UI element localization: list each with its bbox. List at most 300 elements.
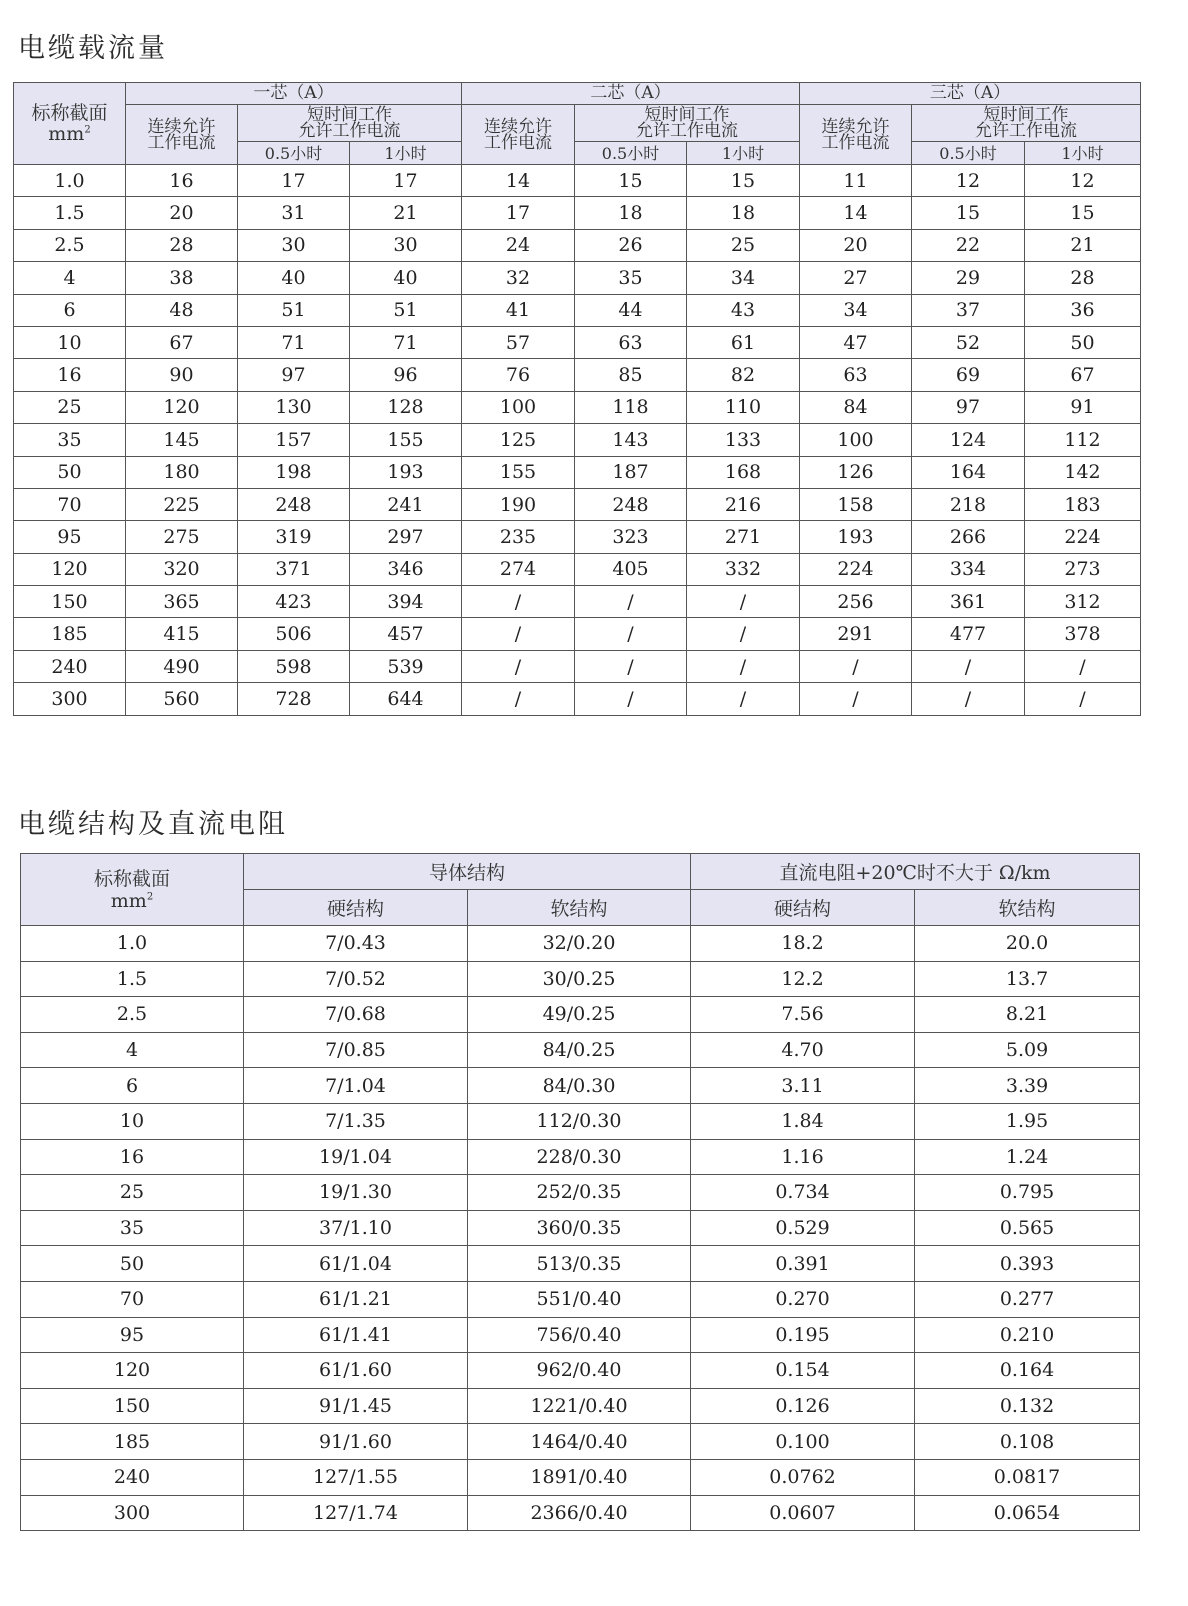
table-cell: 0.0817 [915, 1459, 1140, 1495]
size-cell: 4 [14, 262, 126, 294]
table-row [21, 1459, 1140, 1495]
table-cell: / [912, 683, 1025, 715]
table-cell: 394 [350, 586, 462, 618]
table-cell: / [687, 618, 800, 650]
size-cell: 50 [14, 456, 126, 488]
table-cell: 346 [350, 553, 462, 585]
table-cell: 274 [462, 553, 575, 585]
table-cell: 962/0.40 [468, 1353, 691, 1389]
size-cell: 300 [14, 683, 126, 715]
table-cell: 728 [238, 683, 350, 715]
table-cell: 158 [800, 488, 912, 520]
table-cell: 252/0.35 [468, 1175, 691, 1211]
ampacity-table-body [14, 165, 1141, 716]
table-cell: 112 [1025, 424, 1141, 456]
table-cell: 19/1.30 [244, 1175, 468, 1211]
size-cell: 70 [21, 1281, 244, 1317]
table-cell: / [1025, 683, 1141, 715]
table-row [14, 586, 1141, 618]
half-hour-header: 0.5小时 [575, 142, 687, 165]
table-cell: 193 [350, 456, 462, 488]
table-cell: 21 [1025, 229, 1141, 261]
table-cell: 28 [126, 229, 238, 261]
one-hour-header: 1小时 [1025, 142, 1141, 165]
table-cell: 61/1.60 [244, 1353, 468, 1389]
table-cell: 43 [687, 294, 800, 326]
table-cell: 235 [462, 521, 575, 553]
table-cell: 320 [126, 553, 238, 585]
table-cell: 7/1.04 [244, 1068, 468, 1104]
table-cell: 371 [238, 553, 350, 585]
table-cell: 312 [1025, 586, 1141, 618]
conductor-hard-header: 硬结构 [244, 890, 468, 926]
two-core-header: 二芯（A） [462, 83, 800, 105]
table-row [21, 1068, 1140, 1104]
table-cell: 84/0.25 [468, 1032, 691, 1068]
table-cell: 29 [912, 262, 1025, 294]
table-row [14, 456, 1141, 488]
table-cell: 25 [687, 229, 800, 261]
table-cell: 187 [575, 456, 687, 488]
table-cell: 14 [462, 165, 575, 197]
ampacity-table [13, 82, 1141, 716]
table-cell: 100 [462, 391, 575, 423]
table-cell: 0.100 [691, 1424, 915, 1460]
table-cell: 125 [462, 424, 575, 456]
size-header [21, 854, 244, 926]
table-cell: 7/0.43 [244, 926, 468, 962]
table-row [14, 326, 1141, 358]
table-cell: 218 [912, 488, 1025, 520]
table-row [21, 1175, 1140, 1211]
table-cell: 41 [462, 294, 575, 326]
one-hour-header: 1小时 [687, 142, 800, 165]
table-cell: 17 [462, 197, 575, 229]
short-time-current-header: 短时间工作 允许工作电流 [575, 105, 800, 142]
table-cell: 69 [912, 359, 1025, 391]
table-cell: 26 [575, 229, 687, 261]
table-row [14, 488, 1141, 520]
table-cell: 193 [800, 521, 912, 553]
table-row [14, 229, 1141, 261]
table-row [21, 1139, 1140, 1175]
table-row [14, 359, 1141, 391]
table-cell: 0.210 [915, 1317, 1140, 1353]
table-cell: 145 [126, 424, 238, 456]
continuous-current-header: 连续允许 工作电流 [126, 105, 238, 165]
resistance-hard-header: 硬结构 [691, 890, 915, 926]
table-cell: 297 [350, 521, 462, 553]
table-cell: 0.393 [915, 1246, 1140, 1282]
table-row [14, 521, 1141, 553]
table-cell: 224 [800, 553, 912, 585]
ampacity-section-title: 电缆载流量 [18, 33, 168, 64]
size-cell: 35 [14, 424, 126, 456]
table-cell: 0.132 [915, 1388, 1140, 1424]
table-cell: 0.195 [691, 1317, 915, 1353]
size-cell: 95 [21, 1317, 244, 1353]
table-row [21, 997, 1140, 1033]
table-cell: 0.270 [691, 1281, 915, 1317]
table-cell: 133 [687, 424, 800, 456]
table-cell: / [462, 650, 575, 682]
table-cell: 31 [238, 197, 350, 229]
size-cell: 150 [21, 1388, 244, 1424]
table-cell: 63 [800, 359, 912, 391]
table-cell: / [575, 683, 687, 715]
table-cell: 91/1.60 [244, 1424, 468, 1460]
table-cell: 332 [687, 553, 800, 585]
table-cell: 7/0.85 [244, 1032, 468, 1068]
table-row [21, 1246, 1140, 1282]
table-row [14, 262, 1141, 294]
table-cell: / [800, 683, 912, 715]
dc-resistance-header: 直流电阻+20℃时不大于 Ω/km [691, 854, 1140, 890]
table-cell: 50 [1025, 326, 1141, 358]
table-cell: 85 [575, 359, 687, 391]
table-cell: 15 [912, 197, 1025, 229]
table-cell: 32/0.20 [468, 926, 691, 962]
table-cell: 157 [238, 424, 350, 456]
structure-resistance-table [20, 853, 1140, 1531]
table-cell: 20 [800, 229, 912, 261]
structure-table-body [21, 926, 1140, 1531]
table-cell: 20.0 [915, 926, 1140, 962]
size-cell: 185 [14, 618, 126, 650]
table-row [14, 553, 1141, 585]
table-cell: 35 [575, 262, 687, 294]
table-cell: 323 [575, 521, 687, 553]
table-cell: 490 [126, 650, 238, 682]
table-cell: 513/0.35 [468, 1246, 691, 1282]
table-cell: 24 [462, 229, 575, 261]
table-cell: 47 [800, 326, 912, 358]
one-hour-header: 1小时 [350, 142, 462, 165]
size-header-unit: mm [110, 889, 147, 912]
table-cell: 1221/0.40 [468, 1388, 691, 1424]
continuous-current-header: 连续允许 工作电流 [800, 105, 912, 165]
size-header [14, 83, 126, 165]
table-cell: 48 [126, 294, 238, 326]
table-cell: 84 [800, 391, 912, 423]
table-cell: 0.277 [915, 1281, 1140, 1317]
table-cell: 17 [350, 165, 462, 197]
table-cell: 40 [350, 262, 462, 294]
size-cell: 185 [21, 1424, 244, 1460]
table-cell: 7.56 [691, 997, 915, 1033]
table-cell: 334 [912, 553, 1025, 585]
table-cell: 216 [687, 488, 800, 520]
table-cell: 0.565 [915, 1210, 1140, 1246]
table-cell: 28 [1025, 262, 1141, 294]
table-cell: 118 [575, 391, 687, 423]
size-cell: 4 [21, 1032, 244, 1068]
table-cell: 1464/0.40 [468, 1424, 691, 1460]
table-cell: 32 [462, 262, 575, 294]
table-cell: 405 [575, 553, 687, 585]
table-cell: / [462, 618, 575, 650]
table-cell: 644 [350, 683, 462, 715]
table-cell: 142 [1025, 456, 1141, 488]
table-cell: 52 [912, 326, 1025, 358]
table-cell: 164 [912, 456, 1025, 488]
table-cell: / [687, 650, 800, 682]
table-cell: / [912, 650, 1025, 682]
table-cell: 82 [687, 359, 800, 391]
table-row [14, 618, 1141, 650]
table-row [21, 926, 1140, 962]
table-cell: 15 [1025, 197, 1141, 229]
table-cell: 14 [800, 197, 912, 229]
table-cell: 91/1.45 [244, 1388, 468, 1424]
table-cell: 7/0.52 [244, 961, 468, 997]
size-cell: 240 [14, 650, 126, 682]
table-cell: 67 [1025, 359, 1141, 391]
size-cell: 95 [14, 521, 126, 553]
table-cell: 319 [238, 521, 350, 553]
table-cell: 155 [462, 456, 575, 488]
table-cell: 378 [1025, 618, 1141, 650]
table-row [14, 683, 1141, 715]
table-cell: 12 [912, 165, 1025, 197]
table-cell: 228/0.30 [468, 1139, 691, 1175]
table-cell: 61 [687, 326, 800, 358]
table-cell: 361 [912, 586, 1025, 618]
continuous-current-header: 连续允许 工作电流 [462, 105, 575, 165]
size-cell: 6 [21, 1068, 244, 1104]
conductor-structure-header: 导体结构 [244, 854, 691, 890]
table-cell: 598 [238, 650, 350, 682]
table-cell: 18.2 [691, 926, 915, 962]
size-header-label: 标称截面 [93, 867, 170, 890]
size-header-unit-sup: 2 [84, 124, 91, 136]
table-cell: 457 [350, 618, 462, 650]
table-cell: 225 [126, 488, 238, 520]
table-cell: 506 [238, 618, 350, 650]
size-cell: 2.5 [14, 229, 126, 261]
table-cell: 124 [912, 424, 1025, 456]
table-cell: 0.391 [691, 1246, 915, 1282]
table-cell: 112/0.30 [468, 1103, 691, 1139]
size-header-unit: mm [48, 122, 85, 145]
table-cell: / [687, 683, 800, 715]
size-cell: 150 [14, 586, 126, 618]
table-row [21, 1103, 1140, 1139]
table-cell: 15 [687, 165, 800, 197]
table-row [14, 424, 1141, 456]
resistance-soft-header: 软结构 [915, 890, 1140, 926]
table-cell: 40 [238, 262, 350, 294]
table-row [14, 294, 1141, 326]
size-cell: 16 [14, 359, 126, 391]
size-cell: 25 [21, 1175, 244, 1211]
table-cell: 91 [1025, 391, 1141, 423]
table-cell: 22 [912, 229, 1025, 261]
table-cell: 198 [238, 456, 350, 488]
table-cell: 44 [575, 294, 687, 326]
table-cell: 71 [238, 326, 350, 358]
table-cell: 15 [575, 165, 687, 197]
short-time-current-header: 短时间工作 允许工作电流 [912, 105, 1141, 142]
table-row [21, 1424, 1140, 1460]
table-cell: 96 [350, 359, 462, 391]
table-cell: 271 [687, 521, 800, 553]
table-cell: 61/1.41 [244, 1317, 468, 1353]
table-row [14, 165, 1141, 197]
table-cell: 67 [126, 326, 238, 358]
table-row [21, 1388, 1140, 1424]
table-cell: 0.795 [915, 1175, 1140, 1211]
table-row [21, 961, 1140, 997]
table-cell: 30/0.25 [468, 961, 691, 997]
table-cell: 360/0.35 [468, 1210, 691, 1246]
table-cell: 127/1.55 [244, 1459, 468, 1495]
table-cell: 127/1.74 [244, 1495, 468, 1531]
table-cell: 0.0607 [691, 1495, 915, 1531]
size-cell: 1.0 [21, 926, 244, 962]
table-cell: 84/0.30 [468, 1068, 691, 1104]
table-cell: / [687, 586, 800, 618]
table-row [21, 1032, 1140, 1068]
table-cell: 120 [126, 391, 238, 423]
table-cell: / [462, 586, 575, 618]
table-cell: 36 [1025, 294, 1141, 326]
table-cell: 110 [687, 391, 800, 423]
table-cell: 3.39 [915, 1068, 1140, 1104]
table-cell: 1.24 [915, 1139, 1140, 1175]
table-cell: 0.164 [915, 1353, 1140, 1389]
table-cell: 560 [126, 683, 238, 715]
size-cell: 300 [21, 1495, 244, 1531]
table-cell: 291 [800, 618, 912, 650]
table-row [21, 1281, 1140, 1317]
table-cell: 37 [912, 294, 1025, 326]
table-cell: / [800, 650, 912, 682]
table-cell: 551/0.40 [468, 1281, 691, 1317]
size-cell: 1.5 [21, 961, 244, 997]
size-cell: 240 [21, 1459, 244, 1495]
three-core-header: 三芯（A） [800, 83, 1141, 105]
size-header-unit-sup: 2 [146, 891, 154, 903]
table-cell: 128 [350, 391, 462, 423]
size-cell: 120 [14, 553, 126, 585]
table-cell: 126 [800, 456, 912, 488]
table-row [21, 1210, 1140, 1246]
table-cell: 19/1.04 [244, 1139, 468, 1175]
table-row [21, 1495, 1140, 1531]
size-cell: 10 [14, 326, 126, 358]
table-cell: 30 [238, 229, 350, 261]
table-cell: 1.84 [691, 1103, 915, 1139]
table-cell: 275 [126, 521, 238, 553]
table-cell: 61/1.21 [244, 1281, 468, 1317]
table-cell: 1.16 [691, 1139, 915, 1175]
table-cell: 3.11 [691, 1068, 915, 1104]
table-cell: 18 [575, 197, 687, 229]
table-cell: 539 [350, 650, 462, 682]
table-row [21, 1317, 1140, 1353]
table-cell: 155 [350, 424, 462, 456]
table-cell: 16 [126, 165, 238, 197]
table-cell: 8.21 [915, 997, 1140, 1033]
size-cell: 1.5 [14, 197, 126, 229]
table-row [14, 197, 1141, 229]
short-time-current-header: 短时间工作 允许工作电流 [238, 105, 462, 142]
size-header-label: 标称截面 [31, 101, 108, 124]
table-cell: / [575, 586, 687, 618]
table-cell: 415 [126, 618, 238, 650]
structure-section-title: 电缆结构及直流电阻 [18, 809, 288, 840]
size-cell: 1.0 [14, 165, 126, 197]
table-cell: 63 [575, 326, 687, 358]
table-cell: 477 [912, 618, 1025, 650]
size-cell: 120 [21, 1353, 244, 1389]
table-cell: 0.0762 [691, 1459, 915, 1495]
half-hour-header: 0.5小时 [238, 142, 350, 165]
table-cell: 256 [800, 586, 912, 618]
table-cell: 423 [238, 586, 350, 618]
table-cell: 0.0654 [915, 1495, 1140, 1531]
table-cell: 273 [1025, 553, 1141, 585]
table-cell: 4.70 [691, 1032, 915, 1068]
table-cell: 0.108 [915, 1424, 1140, 1460]
table-cell: 1.95 [915, 1103, 1140, 1139]
table-cell: 248 [575, 488, 687, 520]
table-cell: 7/1.35 [244, 1103, 468, 1139]
table-cell: 90 [126, 359, 238, 391]
table-cell: 34 [800, 294, 912, 326]
size-cell: 10 [21, 1103, 244, 1139]
size-cell: 70 [14, 488, 126, 520]
table-cell: / [575, 618, 687, 650]
table-cell: 37/1.10 [244, 1210, 468, 1246]
table-cell: 97 [912, 391, 1025, 423]
table-cell: 5.09 [915, 1032, 1140, 1068]
table-cell: 34 [687, 262, 800, 294]
table-cell: 190 [462, 488, 575, 520]
table-cell: 97 [238, 359, 350, 391]
table-cell: 7/0.68 [244, 997, 468, 1033]
table-cell: 168 [687, 456, 800, 488]
table-cell: 11 [800, 165, 912, 197]
table-cell: 27 [800, 262, 912, 294]
table-cell: 143 [575, 424, 687, 456]
table-cell: 57 [462, 326, 575, 358]
table-row [14, 650, 1141, 682]
table-cell: 51 [238, 294, 350, 326]
table-cell: 18 [687, 197, 800, 229]
table-cell: 21 [350, 197, 462, 229]
table-cell: 756/0.40 [468, 1317, 691, 1353]
table-cell: / [575, 650, 687, 682]
table-cell: 49/0.25 [468, 997, 691, 1033]
table-cell: 51 [350, 294, 462, 326]
size-cell: 16 [21, 1139, 244, 1175]
table-cell: 130 [238, 391, 350, 423]
single-core-header: 一芯（A） [126, 83, 462, 105]
table-cell: 30 [350, 229, 462, 261]
table-cell: 266 [912, 521, 1025, 553]
table-cell: 0.529 [691, 1210, 915, 1246]
table-cell: 71 [350, 326, 462, 358]
table-cell: / [462, 683, 575, 715]
table-cell: 183 [1025, 488, 1141, 520]
table-cell: 100 [800, 424, 912, 456]
table-cell: 76 [462, 359, 575, 391]
table-row [14, 391, 1141, 423]
table-cell: / [1025, 650, 1141, 682]
size-cell: 2.5 [21, 997, 244, 1033]
